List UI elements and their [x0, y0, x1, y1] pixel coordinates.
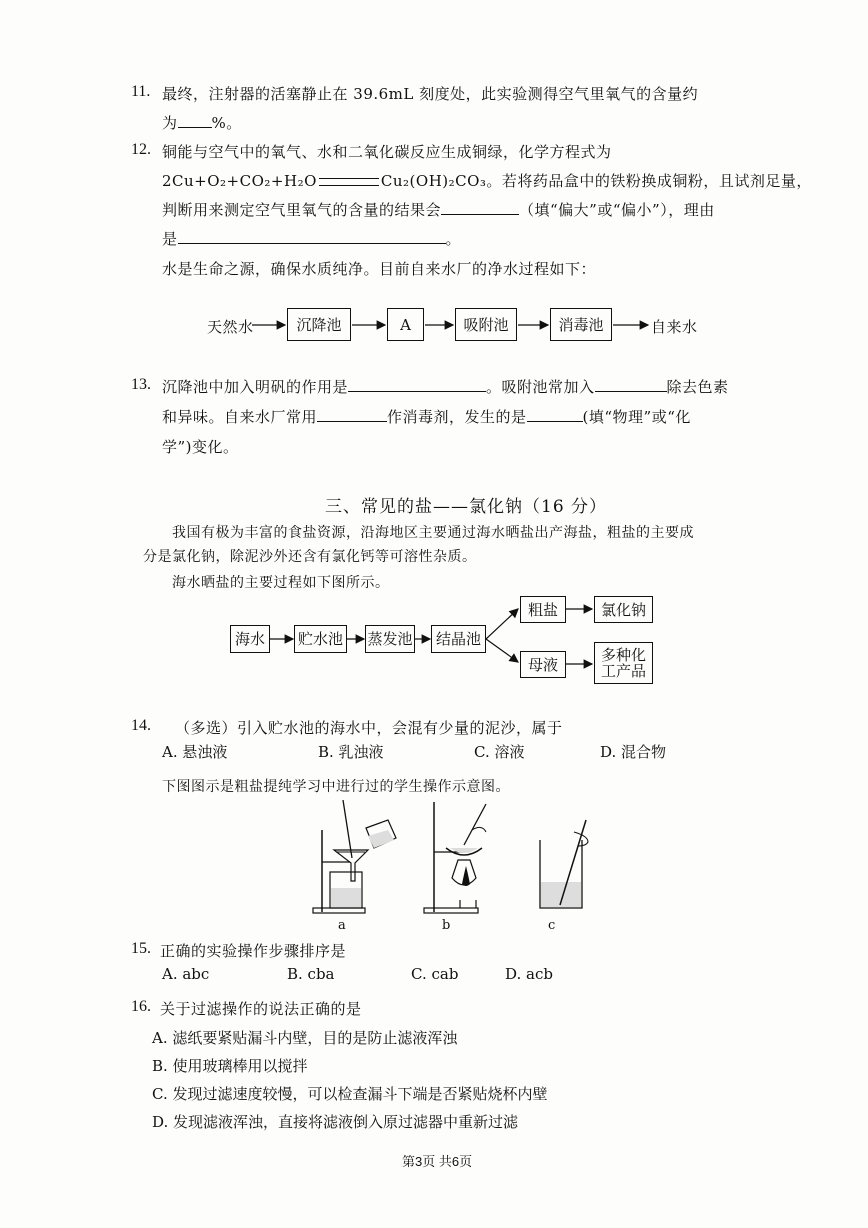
lab-figure-c-dissolving [530, 810, 610, 920]
q13-text-2c: (填“物理”或“化 [582, 408, 691, 426]
salt-step-evaporation-pool: 蒸发池 [365, 625, 415, 653]
section-3-title: 三、常见的盐——氯化钠（16 分） [325, 497, 608, 517]
q12-text-4a: 是 [162, 230, 178, 248]
flow-step-disinfection: 消毒池 [550, 308, 612, 341]
q12-line1: 铜能与空气中的氧气、水和二氧化碳反应生成铜绿，化学方程式为 [162, 143, 612, 161]
q14-option-b[interactable]: B. 乳浊液 [318, 743, 384, 761]
question-number-16: 16. [131, 998, 151, 1015]
q14-stem: （多选）引入贮水池的海水中，会混有少量的泥沙，属于 [175, 719, 563, 737]
q12-text-3a: 判断用来测定空气里氧气的含量的结果会 [162, 201, 442, 219]
q15-option-a[interactable]: A. abc [162, 965, 210, 983]
q13-text-2b: 作消毒剂，发生的是 [387, 408, 527, 426]
q15-option-d[interactable]: D. acb [505, 965, 553, 983]
q15-option-b[interactable]: B. cba [287, 965, 335, 983]
question-number-13: 13. [131, 376, 151, 393]
flow-step-a: A [387, 308, 424, 341]
q15-stem: 正确的实验操作步骤排序是 [160, 942, 347, 960]
q12-text-3b: （填“偏大”或“偏小”），理由 [519, 201, 715, 219]
salt-sodium-chloride: 氯化钠 [594, 596, 653, 623]
q12-eq-right: Cu₂(OH)₂CO₃。若将药品盒中的铁粉换成铜粉，且试剂足量， [380, 172, 812, 190]
q13-text-1a: 沉降池中加入明矾的作用是 [162, 378, 349, 396]
q14-option-a[interactable]: A. 悬浊液 [162, 743, 228, 761]
q11-text-b: %。 [211, 114, 242, 132]
salt-chemical-products: 多种化 工产品 [594, 642, 653, 684]
q13-text-1c: 除去色素 [666, 378, 729, 396]
lab-figure-a-filtration [310, 800, 420, 920]
question-number-14: 14. [131, 717, 151, 734]
section-3-para1b: 分是氯化钠，除泥沙外还含有氯化钙等可溶性杂质。 [143, 549, 477, 565]
question-number-15: 15. [131, 940, 151, 957]
lab-figure-b-evaporation [420, 800, 510, 920]
q13-text-1b: 。吸附池常加入 [486, 378, 595, 396]
salt-step-seawater: 海水 [230, 625, 270, 653]
flow-start-natural-water: 天然水 [207, 318, 254, 336]
water-intro: 水是生命之源，确保水质纯净。目前自来水厂的净水过程如下： [162, 260, 597, 278]
section-3-para2: 海水晒盐的主要过程如下图所示。 [172, 575, 390, 591]
figure-label-c: c [548, 918, 556, 933]
page-footer: 第3页 共6页 [402, 1154, 473, 1169]
figure-label-b: b [442, 918, 451, 933]
q11-text-a: 为 [162, 114, 178, 132]
section-3-para1a: 我国有极为丰富的食盐资源，沿海地区主要通过海水晒盐出产海盐，粗盐的主要成 [172, 525, 694, 541]
figure-intro: 下图图示是粗盐提纯学习中进行过的学生操作示意图。 [162, 779, 510, 795]
flow-step-adsorption: 吸附池 [455, 308, 517, 341]
figure-label-a: a [338, 918, 346, 933]
q16-option-a[interactable]: A. 滤纸要紧贴漏斗内壁，目的是防止滤液浑浊 [152, 1029, 458, 1047]
q13-line2 [162, 406, 691, 427]
q14-option-c[interactable]: C. 溶液 [474, 743, 525, 761]
salt-step-storage-pool: 贮水池 [294, 625, 347, 653]
question-number-12: 12. [131, 141, 151, 158]
flow-step-sedimentation: 沉降池 [287, 308, 351, 341]
q14-option-d[interactable]: D. 混合物 [600, 743, 667, 761]
q11-line1: 最终，注射器的活塞静止在 39.6mL 刻度处，此实验测得空气里氧气的含量约 [162, 85, 699, 103]
q16-stem: 关于过滤操作的说法正确的是 [160, 1000, 362, 1018]
q13-line1 [162, 376, 729, 397]
q16-option-b[interactable]: B. 使用玻璃棒用以搅拌 [152, 1057, 308, 1075]
q13-blank-1[interactable] [348, 377, 486, 392]
q13-blank-2[interactable] [595, 377, 667, 392]
q16-option-c[interactable]: C. 发现过滤速度较慢，可以检查漏斗下端是否紧贴烧杯内壁 [152, 1085, 548, 1103]
q15-option-c[interactable]: C. cab [411, 965, 459, 983]
q13-blank-3[interactable] [317, 407, 387, 422]
flow-end-tap-water: 自来水 [651, 318, 698, 336]
q16-option-d[interactable]: D. 发现滤液浑浊，直接将滤液倒入原过滤器中重新过滤 [152, 1113, 519, 1131]
q13-blank-4[interactable] [527, 407, 583, 422]
question-number-11: 11. [131, 83, 151, 100]
q13-text-2a: 和异味。自来水厂常用 [162, 408, 318, 426]
salt-mother-liquor: 母液 [520, 651, 566, 678]
q12-eq-left: 2Cu+O₂+CO₂+H₂O [162, 172, 317, 190]
salt-step-crystallization-pool: 结晶池 [431, 625, 486, 653]
q12-text-4b: 。 [445, 230, 462, 248]
salt-crude-salt: 粗盐 [520, 596, 566, 623]
q13-line3: 学”)变化。 [162, 438, 239, 456]
